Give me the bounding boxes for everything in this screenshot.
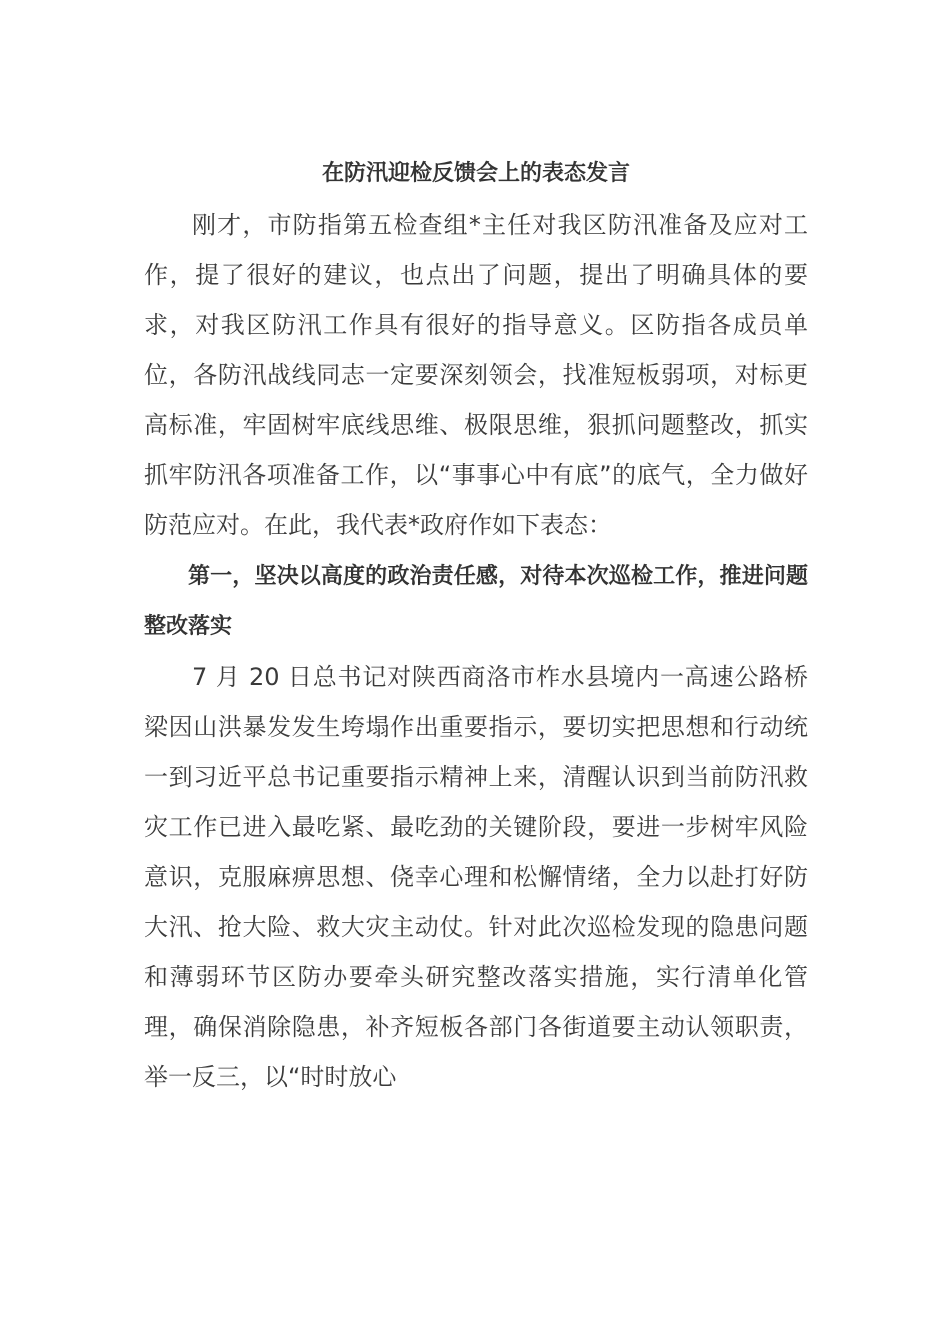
section-heading-first: 第一，坚决以高度的政治责任感，对待本次巡检工作，推进问题整改落实 <box>144 564 808 639</box>
document-title: 在防汛迎检反馈会上的表态发言 <box>321 161 630 186</box>
paragraph-first-section: 7 月 20 日总书记对陕西商洛市柞水县境内一高速公路桥梁因山洪暴发发生垮塌作出重要指示，要切实把思想和行动统一到习近平总书记重要指示精神上来，清醒认识到当前防汛救灾工作已进入最吃紧、最吃劲的关键阶段，要进一步树牢风险意识，克服麻痹思想、侥幸心理和松懈情绪，全力以赴打好防大汛、抢大险、救大灾主动仗。针对此次巡检发现的隐患问题和薄弱环节区防办要牵头研究整改落实措施，实行清单化管理，确保消除隐患，补齐短板各部门各街道要主动认领职责，举一反三，以“时时放心 <box>144 663 808 1091</box>
paragraph-opening: 刚才，市防指第五检查组*主任对我区防汛准备及应对工作，提了很好的建议，也点出了问题，提出了明确具体的要求，对我区防汛工作具有很好的指导意义。区防指各成员单位，各防汛战线同志一定要深刻领会，找准短板弱项，对标更高标准，牢固树牢底线思维、极限思维，狠抓问题整改，抓实抓牢防汛各项准备工作，以“事事心中有底”的底气，全力做好防范应对。在此，我代表*政府作如下表态： <box>144 211 808 539</box>
document-body <box>144 150 808 1102</box>
